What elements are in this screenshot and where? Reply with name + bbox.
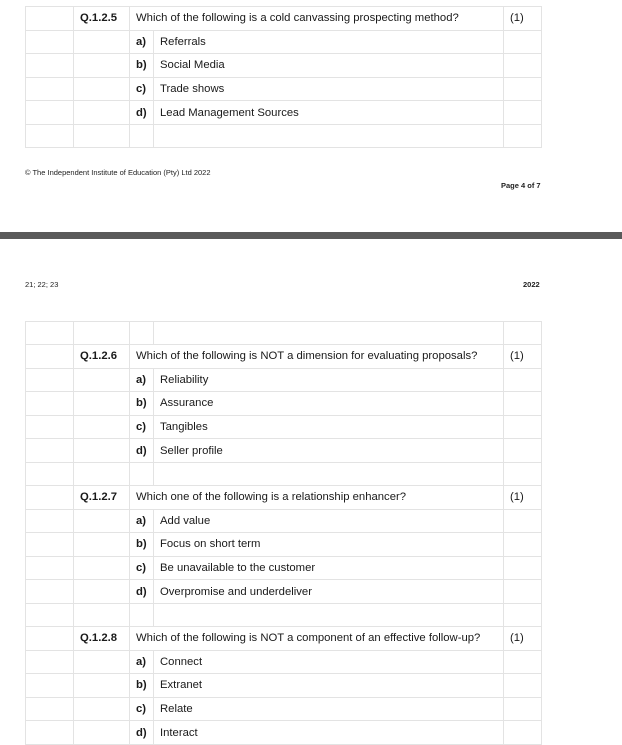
spacer-row <box>26 462 542 485</box>
option-row <box>26 556 542 580</box>
option-text: Add value <box>154 509 504 533</box>
option-row <box>26 509 542 533</box>
question-row <box>26 7 542 31</box>
option-row <box>26 721 542 745</box>
question-number: Q.1.2.6 <box>74 345 130 369</box>
option-row <box>26 580 542 604</box>
question-text: Which of the following is a cold canvassing prospecting method? <box>130 7 504 31</box>
question-row <box>26 485 542 509</box>
question-marks: (1) <box>504 7 542 31</box>
question-number: Q.1.2.7 <box>74 485 130 509</box>
option-row <box>26 415 542 439</box>
option-row <box>26 30 542 54</box>
option-text: Overpromise and underdeliver <box>154 580 504 604</box>
option-letter: a) <box>130 30 154 54</box>
footer-page-number: Page 4 of 7 <box>501 181 541 190</box>
option-text: Extranet <box>154 674 504 698</box>
header-right: 2022 <box>523 280 540 289</box>
question-marks: (1) <box>504 626 542 650</box>
option-text: Trade shows <box>154 77 504 101</box>
option-text: Seller profile <box>154 439 504 463</box>
page-4-bottom <box>0 0 622 232</box>
option-letter: d) <box>130 439 154 463</box>
option-letter: b) <box>130 54 154 78</box>
option-row <box>26 650 542 674</box>
page-separator <box>0 232 622 239</box>
option-text: Social Media <box>154 54 504 78</box>
question-row <box>26 626 542 650</box>
question-marks: (1) <box>504 485 542 509</box>
option-letter: a) <box>130 509 154 533</box>
option-text: Reliability <box>154 368 504 392</box>
option-letter: a) <box>130 368 154 392</box>
option-row <box>26 101 542 125</box>
option-text: Focus on short term <box>154 533 504 557</box>
option-text: Relate <box>154 697 504 721</box>
option-letter: c) <box>130 697 154 721</box>
option-text: Assurance <box>154 392 504 416</box>
spacer-row <box>26 603 542 626</box>
option-letter: d) <box>130 721 154 745</box>
option-text: Referrals <box>154 30 504 54</box>
option-letter: d) <box>130 580 154 604</box>
option-letter: c) <box>130 556 154 580</box>
question-text: Which of the following is NOT a dimension for evaluating proposals? <box>130 345 504 369</box>
option-row <box>26 77 542 101</box>
option-letter: b) <box>130 674 154 698</box>
option-letter: c) <box>130 77 154 101</box>
option-row <box>26 392 542 416</box>
option-text: Connect <box>154 650 504 674</box>
spacer-row <box>26 322 542 345</box>
option-row <box>26 368 542 392</box>
option-row <box>26 54 542 78</box>
question-text: Which one of the following is a relationship enhancer? <box>130 485 504 509</box>
option-letter: d) <box>130 101 154 125</box>
question-table-q126-q128 <box>25 321 542 745</box>
option-letter: c) <box>130 415 154 439</box>
footer-copyright: © The Independent Institute of Education (Pty) Ltd 2022 <box>25 168 211 177</box>
page-5-top <box>0 239 622 743</box>
option-text: Interact <box>154 721 504 745</box>
option-letter: b) <box>130 392 154 416</box>
option-row <box>26 533 542 557</box>
question-text: Which of the following is NOT a component of an effective follow-up? <box>130 626 504 650</box>
option-row <box>26 439 542 463</box>
option-text: Be unavailable to the customer <box>154 556 504 580</box>
option-letter: b) <box>130 533 154 557</box>
option-text: Tangibles <box>154 415 504 439</box>
option-row <box>26 674 542 698</box>
spacer-row <box>26 124 542 147</box>
question-table-q125 <box>25 6 542 148</box>
question-number: Q.1.2.5 <box>74 7 130 31</box>
question-number: Q.1.2.8 <box>74 626 130 650</box>
option-text: Lead Management Sources <box>154 101 504 125</box>
header-left: 21; 22; 23 <box>25 280 59 289</box>
question-marks: (1) <box>504 345 542 369</box>
option-row <box>26 697 542 721</box>
question-row <box>26 345 542 369</box>
option-letter: a) <box>130 650 154 674</box>
